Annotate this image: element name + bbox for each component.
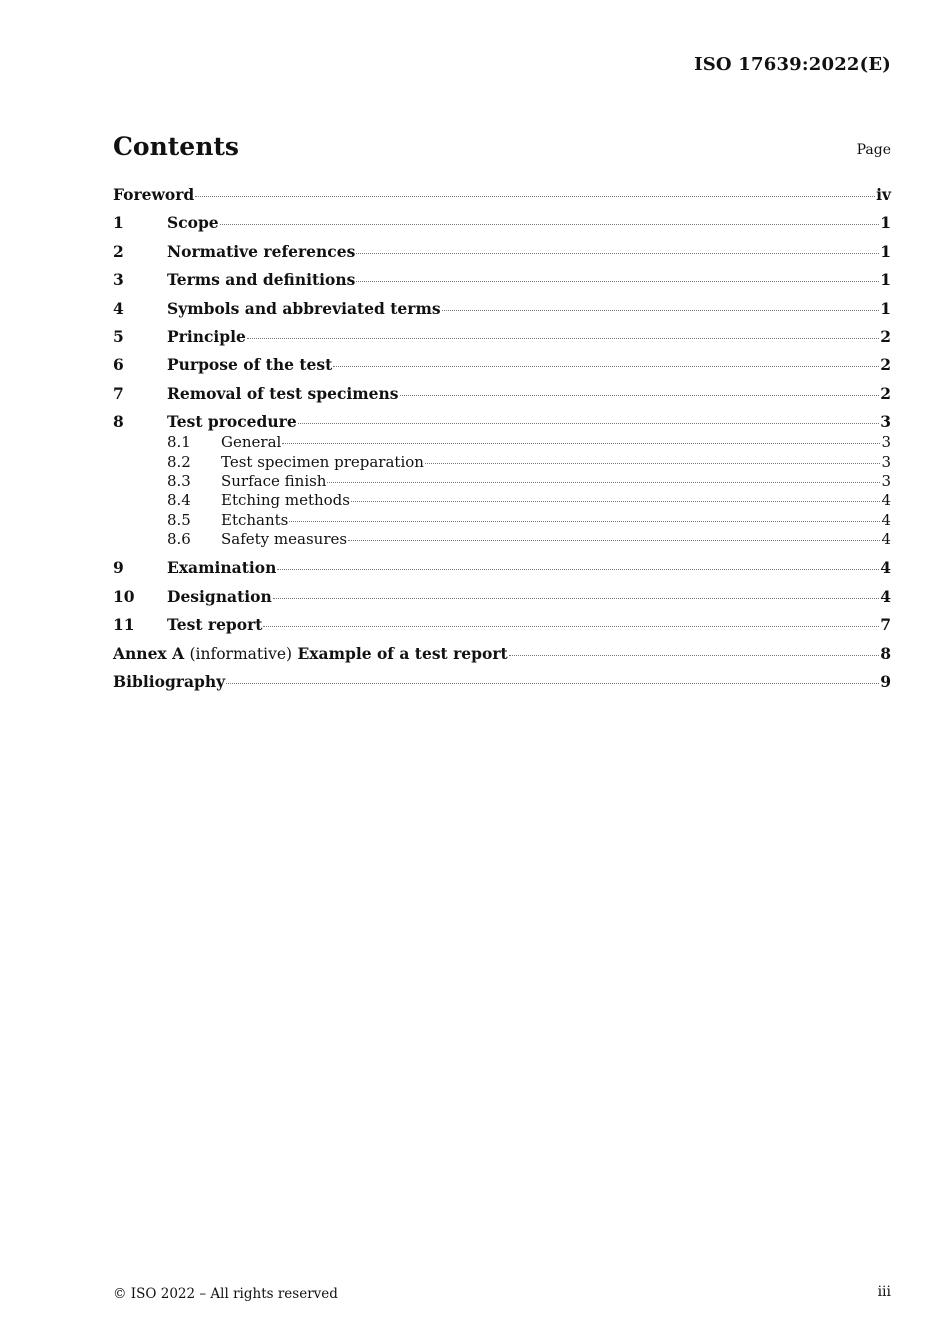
dot-leader xyxy=(273,597,879,599)
toc-entry-designation[interactable] xyxy=(113,586,891,608)
toc-entry-number: 10 xyxy=(113,586,135,606)
toc-entry-title: Removal of test specimens xyxy=(167,383,399,403)
toc-entry-page: 4 xyxy=(880,558,891,578)
annex-label: Annex A xyxy=(113,643,185,663)
toc-subentry-title: Surface finish xyxy=(221,471,327,490)
toc-entry-title: Principle xyxy=(167,326,246,346)
toc-entry-number: 4 xyxy=(113,298,124,318)
toc-entry-number: 11 xyxy=(113,615,135,635)
dot-leader xyxy=(442,309,880,311)
toc-entry-number: 2 xyxy=(113,241,124,261)
toc-entry-title: Scope xyxy=(167,213,219,233)
toc-entry-page: 3 xyxy=(880,412,891,432)
toc-entry-page: 1 xyxy=(880,213,891,233)
toc-subentry-number: 8.1 xyxy=(167,433,191,452)
dot-leader xyxy=(356,280,879,282)
toc-subentry-surface-finish[interactable] xyxy=(113,472,891,491)
toc-entry-normative-references[interactable] xyxy=(113,241,891,263)
dot-leader xyxy=(351,500,880,502)
toc-entry-scope[interactable] xyxy=(113,212,891,234)
annex-type: (informative) xyxy=(189,644,293,663)
toc-subentry-title: Etching methods xyxy=(221,491,350,510)
toc-entry-number: 3 xyxy=(113,270,124,290)
dot-leader xyxy=(298,422,880,424)
table-of-contents xyxy=(113,184,891,699)
toc-subentry-page: 4 xyxy=(881,491,891,510)
toc-entry-page: 9 xyxy=(880,672,891,692)
toc-entry-test-procedure[interactable] xyxy=(113,411,891,433)
toc-entry-bibliography[interactable] xyxy=(113,671,891,693)
toc-subentry-etchants[interactable] xyxy=(113,511,891,530)
toc-subentry-page: 3 xyxy=(881,471,891,490)
dot-leader xyxy=(425,462,881,464)
dot-leader xyxy=(289,520,880,522)
toc-entry-purpose[interactable] xyxy=(113,354,891,376)
toc-entry-foreword[interactable] xyxy=(113,184,891,206)
toc-subentry-title: Safety measures xyxy=(221,530,348,549)
annex-title: Example of a test report xyxy=(297,643,508,663)
toc-subentry-safety-measures[interactable] xyxy=(113,530,891,549)
toc-entry-title: Bibliography xyxy=(113,672,226,692)
toc-subentry-title: Etchants xyxy=(221,510,289,529)
toc-subentry-number: 8.6 xyxy=(167,530,191,549)
dot-leader xyxy=(356,252,879,254)
toc-subentry-general[interactable] xyxy=(113,433,891,452)
footer-copyright: © ISO 2022 – All rights reserved xyxy=(113,1286,338,1302)
toc-entry-number: 6 xyxy=(113,355,124,375)
toc-entry-title: Foreword xyxy=(113,185,195,204)
toc-entry-annex-a[interactable] xyxy=(113,643,891,665)
dot-leader xyxy=(263,625,879,627)
toc-entry-number: 1 xyxy=(113,213,124,233)
toc-entry-title: Test report xyxy=(167,615,263,635)
toc-entry-title: Purpose of the test xyxy=(167,355,333,375)
toc-heading: Contents xyxy=(113,132,240,161)
toc-entry-title: Symbols and abbreviated terms xyxy=(167,298,441,318)
toc-annex-title-group xyxy=(113,643,508,665)
toc-subentry-page: 3 xyxy=(881,452,891,471)
toc-subentry-page: 4 xyxy=(881,510,891,529)
dot-leader xyxy=(195,195,875,197)
toc-subentry-page: 4 xyxy=(881,530,891,549)
toc-entry-page: 1 xyxy=(880,270,891,290)
toc-entry-page: 7 xyxy=(880,615,891,635)
toc-entry-symbols[interactable] xyxy=(113,298,891,320)
document-id: ISO 17639:2022(E) xyxy=(694,54,891,75)
toc-entry-terms-and-definitions[interactable] xyxy=(113,269,891,291)
toc-entry-title: Examination xyxy=(167,558,277,578)
dot-leader xyxy=(400,394,880,396)
toc-entry-page: 2 xyxy=(880,383,891,403)
page-column-label: Page xyxy=(856,142,891,158)
toc-entry-number: 7 xyxy=(113,383,124,403)
toc-subentry-etching-methods[interactable] xyxy=(113,491,891,510)
dot-leader xyxy=(333,365,879,367)
dot-leader xyxy=(226,682,879,684)
footer-page-number: iii xyxy=(877,1284,891,1300)
dot-leader xyxy=(327,481,880,483)
toc-entry-number: 9 xyxy=(113,558,124,578)
toc-entry-principle[interactable] xyxy=(113,326,891,348)
toc-entry-examination[interactable] xyxy=(113,557,891,579)
toc-entry-test-report[interactable] xyxy=(113,614,891,636)
dot-leader xyxy=(277,568,879,570)
toc-entry-page: 2 xyxy=(880,355,891,375)
toc-subentry-number: 8.5 xyxy=(167,510,191,529)
toc-subentry-title: Test specimen preparation xyxy=(221,452,424,471)
toc-subentry-number: 8.4 xyxy=(167,491,191,510)
toc-subentry-number: 8.3 xyxy=(167,471,191,490)
dot-leader xyxy=(220,223,880,225)
toc-entry-page: iv xyxy=(876,185,891,204)
toc-entry-title: Designation xyxy=(167,586,272,606)
toc-entry-page: 2 xyxy=(880,326,891,346)
toc-subentry-title: General xyxy=(221,433,282,452)
dot-leader xyxy=(348,539,880,541)
toc-entry-page: 4 xyxy=(880,586,891,606)
toc-subentry-specimen-preparation[interactable] xyxy=(113,453,891,472)
toc-entry-page: 1 xyxy=(880,241,891,261)
toc-subentry-number: 8.2 xyxy=(167,452,191,471)
toc-subentry-page: 3 xyxy=(881,433,891,452)
toc-entry-page: 1 xyxy=(880,298,891,318)
toc-entry-number: 8 xyxy=(113,412,124,432)
dot-leader xyxy=(509,654,880,656)
toc-entry-number: 5 xyxy=(113,326,124,346)
dot-leader xyxy=(247,337,879,339)
toc-entry-title: Terms and definitions xyxy=(167,270,356,290)
toc-entry-page: 8 xyxy=(880,643,891,663)
toc-entry-title: Test procedure xyxy=(167,412,297,432)
toc-entry-removal[interactable] xyxy=(113,383,891,405)
toc-entry-title: Normative references xyxy=(167,241,356,261)
dot-leader xyxy=(282,442,880,444)
